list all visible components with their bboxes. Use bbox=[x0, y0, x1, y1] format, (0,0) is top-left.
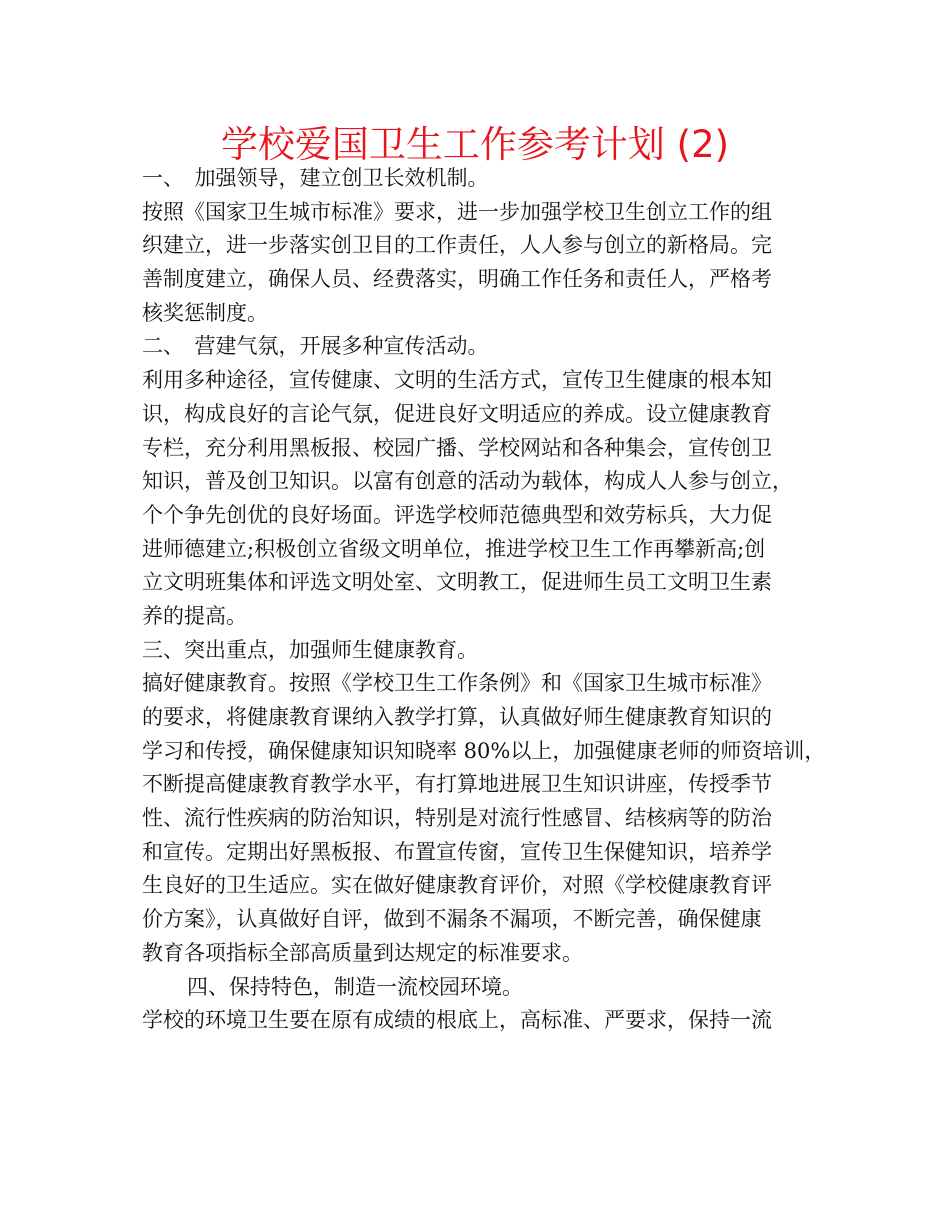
paragraph-line: 个个争先创优的良好场面。评选学校师范德典型和效劳标兵，大力促 bbox=[142, 502, 772, 527]
paragraph-line: 教育各项指标全部高质量到达规定的标准要求。 bbox=[142, 940, 583, 965]
paragraph-line: 性、流行性疾病的防治知识，特别是对流行性感冒、结核病等的防治 bbox=[142, 806, 772, 831]
paragraph-line: 养的提高。 bbox=[142, 603, 247, 628]
paragraph-line: 利用多种途径，宣传健康、文明的生活方式，宣传卫生健康的根本知 bbox=[142, 368, 772, 393]
paragraph-line: 核奖惩制度。 bbox=[142, 300, 268, 325]
paragraph-line: 学校的环境卫生要在原有成绩的根底上，高标准、严要求，保持一流 bbox=[142, 1008, 772, 1033]
section-heading-3: 三、突出重点，加强师生健康教育。 bbox=[142, 637, 478, 662]
paragraph-line: 进师德建立;积极创立省级文明单位，推进学校卫生工作再攀新高;创 bbox=[142, 536, 766, 561]
paragraph-line: 和宣传。定期出好黑板报、布置宣传窗，宣传卫生保健知识，培养学 bbox=[142, 839, 772, 864]
document-body bbox=[142, 162, 826, 1038]
paragraph-line: 学习和传授，确保健康知识知晓率 80%以上，加强健康老师的师资培训， bbox=[142, 738, 826, 763]
paragraph-line: 按照《国家卫生城市标准》要求，进一步加强学校卫生创立工作的组 bbox=[142, 199, 772, 224]
paragraph-line: 识，构成良好的言论气氛，促进良好文明适应的养成。设立健康教育 bbox=[142, 401, 772, 426]
paragraph-line: 价方案》，认真做好自评，做到不漏条不漏项，不断完善，确保健康 bbox=[142, 907, 762, 932]
paragraph-line: 善制度建立，确保人员、经费落实，明确工作任务和责任人，严格考 bbox=[142, 267, 772, 292]
paragraph-line: 织建立，进一步落实创卫目的工作责任，人人参与创立的新格局。完 bbox=[142, 233, 772, 258]
paragraph-line: 搞好健康教育。按照《学校卫生工作条例》和《国家卫生城市标准》 bbox=[142, 671, 772, 696]
document-title: 学校爱国卫生工作参考计划 (2) bbox=[220, 123, 730, 166]
paragraph-line: 立文明班集体和评选文明处室、文明教工，促进师生员工文明卫生素 bbox=[142, 570, 772, 595]
paragraph-line: 生良好的卫生适应。实在做好健康教育评价，对照《学校健康教育评 bbox=[142, 873, 772, 898]
section-heading-4: 四、保持特色，制造一流校园环境。 bbox=[187, 974, 523, 999]
paragraph-line: 专栏，充分利用黑板报、校园广播、学校网站和各种集会，宣传创卫 bbox=[142, 435, 772, 460]
paragraph-line: 不断提高健康教育教学水平，有打算地进展卫生知识讲座，传授季节 bbox=[142, 772, 772, 797]
paragraph-line: 知识，普及创卫知识。以富有创意的活动为载体，构成人人参与创立， bbox=[142, 469, 793, 494]
paragraph-line: 的要求，将健康教育课纳入教学打算，认真做好师生健康教育知识的 bbox=[142, 705, 772, 729]
section-heading-1: 一、 加强领导，建立创卫长效机制。 bbox=[142, 166, 489, 190]
section-heading-2: 二、 营建气氛，开展多种宣传活动。 bbox=[142, 334, 489, 359]
